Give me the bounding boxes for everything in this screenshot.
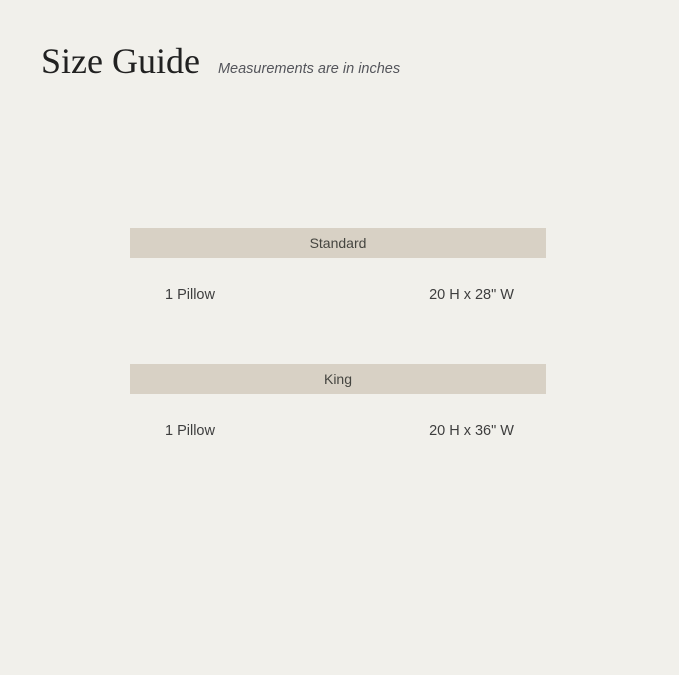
row-dimensions-value: 20 H x 28" W — [429, 287, 514, 303]
size-section-standard — [130, 228, 546, 364]
page-header — [0, 0, 679, 79]
size-row — [130, 258, 546, 364]
page-title: Size Guide — [41, 41, 200, 81]
section-header-label: Standard — [309, 235, 367, 251]
row-item-label: 1 Pillow — [165, 287, 215, 303]
size-table — [130, 228, 546, 500]
row-dimensions-value: 20 H x 36" W — [429, 423, 514, 439]
section-header-standard — [130, 228, 546, 258]
size-section-king — [130, 364, 546, 500]
row-item-label: 1 Pillow — [165, 423, 215, 439]
section-header-label: King — [323, 371, 353, 387]
page-subtitle: Measurements are in inches — [217, 61, 401, 77]
section-header-king — [130, 364, 546, 394]
size-row — [130, 394, 546, 500]
